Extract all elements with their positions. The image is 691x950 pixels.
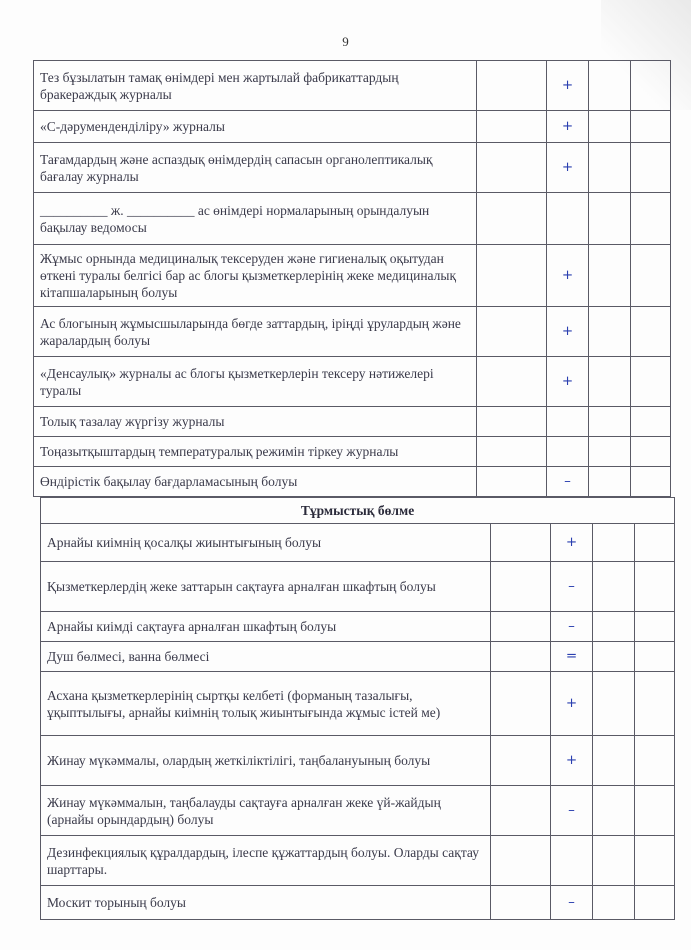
empty-cell (631, 245, 671, 307)
row-mark (547, 193, 589, 245)
row-label: Жинау мүкәммалы, олардың жеткіліктілігі, таңбалануының болуы (41, 736, 491, 786)
table-row (34, 245, 671, 307)
empty-cell (491, 836, 551, 886)
row-mark: = (551, 642, 593, 672)
empty-cell (589, 307, 631, 357)
row-mark: + (547, 357, 589, 407)
row-label: Тез бұзылатын тамақ өнімдері мен жартылай фабрикаттардың бракераждық журналы (34, 61, 477, 111)
empty-cell (631, 437, 671, 467)
row-label: Толық тазалау жүргізу журналы (34, 407, 477, 437)
checklist-table-bottom (40, 497, 675, 920)
empty-cell (631, 407, 671, 437)
table-row (34, 467, 671, 497)
page-number: 9 (342, 34, 349, 49)
empty-cell (631, 467, 671, 497)
row-label: Асхана қызметкерлерінің сыртқы келбеті (форманың тазалығы, ұқыптылығы, арнайы киімнің толық жиынтығында жұмыс істей ме) (41, 672, 491, 736)
table-row (34, 357, 671, 407)
table-row (34, 143, 671, 193)
empty-cell (631, 61, 671, 111)
row-mark: – (551, 612, 593, 642)
row-label: Арнайы киімді сақтауға арналған шкафтың болуы (41, 612, 491, 642)
empty-cell (635, 736, 675, 786)
empty-cell (589, 111, 631, 143)
row-label: Өндірістік бақылау бағдарламасының болуы (34, 467, 477, 497)
table-row (34, 61, 671, 111)
section-title: Тұрмыстық бөлме (41, 498, 675, 524)
row-mark (551, 836, 593, 886)
table-row (34, 111, 671, 143)
checklist-table-top (33, 60, 671, 497)
empty-cell (635, 886, 675, 920)
empty-cell (631, 193, 671, 245)
empty-cell (593, 786, 635, 836)
empty-cell (491, 736, 551, 786)
empty-cell (635, 786, 675, 836)
empty-cell (491, 786, 551, 836)
empty-cell (491, 672, 551, 736)
table-row (34, 193, 671, 245)
row-label: Дезинфекциялық құралдардың, ілеспе құжаттардың болуы. Оларды сақтау шарттары. (41, 836, 491, 886)
empty-cell (477, 193, 547, 245)
empty-cell (477, 143, 547, 193)
row-mark (547, 437, 589, 467)
empty-cell (635, 524, 675, 562)
empty-cell (477, 467, 547, 497)
empty-cell (589, 357, 631, 407)
empty-cell (631, 143, 671, 193)
row-mark: + (547, 245, 589, 307)
empty-cell (631, 111, 671, 143)
empty-cell (593, 736, 635, 786)
empty-cell (635, 562, 675, 612)
table-row (41, 524, 675, 562)
empty-cell (491, 886, 551, 920)
empty-cell (593, 612, 635, 642)
row-label: Қызметкерлердің жеке заттарын сақтауға арналған шкафтың болуы (41, 562, 491, 612)
row-label: Ас блогының жұмысшыларында бөгде заттардың, іріңді ұрулардың және жаралардың болуы (34, 307, 477, 357)
empty-cell (477, 437, 547, 467)
row-mark: – (551, 886, 593, 920)
row-label: Арнайы киімнің қосалқы жиынтығының болуы (41, 524, 491, 562)
empty-cell (491, 562, 551, 612)
row-mark: + (547, 307, 589, 357)
empty-cell (491, 642, 551, 672)
row-mark (547, 407, 589, 437)
row-mark: + (551, 524, 593, 562)
empty-cell (477, 357, 547, 407)
empty-cell (491, 524, 551, 562)
row-mark: + (551, 672, 593, 736)
table-row (34, 437, 671, 467)
row-label: Москит торының болуы (41, 886, 491, 920)
row-label: Тағамдардың және аспаздық өнімдердің сапасын органолептикалық бағалау журналы (34, 143, 477, 193)
empty-cell (589, 407, 631, 437)
empty-cell (589, 143, 631, 193)
empty-cell (635, 672, 675, 736)
row-mark: + (547, 61, 589, 111)
row-label: Жинау мүкәммалын, таңбалауды сақтауға арналған жеке үй-жайдың (арнайы орындардың) болуы (41, 786, 491, 836)
empty-cell (589, 467, 631, 497)
empty-cell (477, 245, 547, 307)
table-row (41, 786, 675, 836)
row-mark: – (547, 467, 589, 497)
row-label: Жұмыс орнында медициналық тексеруден және гигиеналық оқытудан өткені туралы белгісі бар ас блогы қызметкерлерінің жеке медициналық кітапшаларының болуы (34, 245, 477, 307)
empty-cell (491, 612, 551, 642)
table-row (41, 642, 675, 672)
row-mark: – (551, 562, 593, 612)
row-label: Тоңазытқыштардың температуралық режимін тіркеу журналы (34, 437, 477, 467)
row-label: Душ бөлмесі, ванна бөлмесі (41, 642, 491, 672)
table-row (41, 836, 675, 886)
row-mark: + (547, 111, 589, 143)
empty-cell (635, 836, 675, 886)
empty-cell (593, 562, 635, 612)
table-row (41, 612, 675, 642)
empty-cell (593, 836, 635, 886)
table-row (41, 672, 675, 736)
row-mark: + (547, 143, 589, 193)
table-row (41, 562, 675, 612)
row-mark: – (551, 786, 593, 836)
section-header-row (41, 498, 675, 524)
empty-cell (589, 61, 631, 111)
empty-cell (589, 245, 631, 307)
empty-cell (477, 307, 547, 357)
row-label: «С-дәруменденділіру» журналы (34, 111, 477, 143)
table-row (34, 307, 671, 357)
row-mark: + (551, 736, 593, 786)
empty-cell (593, 886, 635, 920)
empty-cell (593, 524, 635, 562)
table-row (41, 736, 675, 786)
row-label: __________ ж. __________ ас өнімдері нормаларының орындалуын бақылау ведомосы (34, 193, 477, 245)
empty-cell (635, 612, 675, 642)
empty-cell (477, 61, 547, 111)
empty-cell (593, 672, 635, 736)
empty-cell (589, 437, 631, 467)
row-label: «Денсаулық» журналы ас блогы қызметкерлерін тексеру нәтижелері туралы (34, 357, 477, 407)
empty-cell (635, 642, 675, 672)
table-row (41, 886, 675, 920)
empty-cell (477, 111, 547, 143)
empty-cell (477, 407, 547, 437)
empty-cell (631, 357, 671, 407)
empty-cell (631, 307, 671, 357)
table-row (34, 407, 671, 437)
empty-cell (589, 193, 631, 245)
empty-cell (593, 642, 635, 672)
